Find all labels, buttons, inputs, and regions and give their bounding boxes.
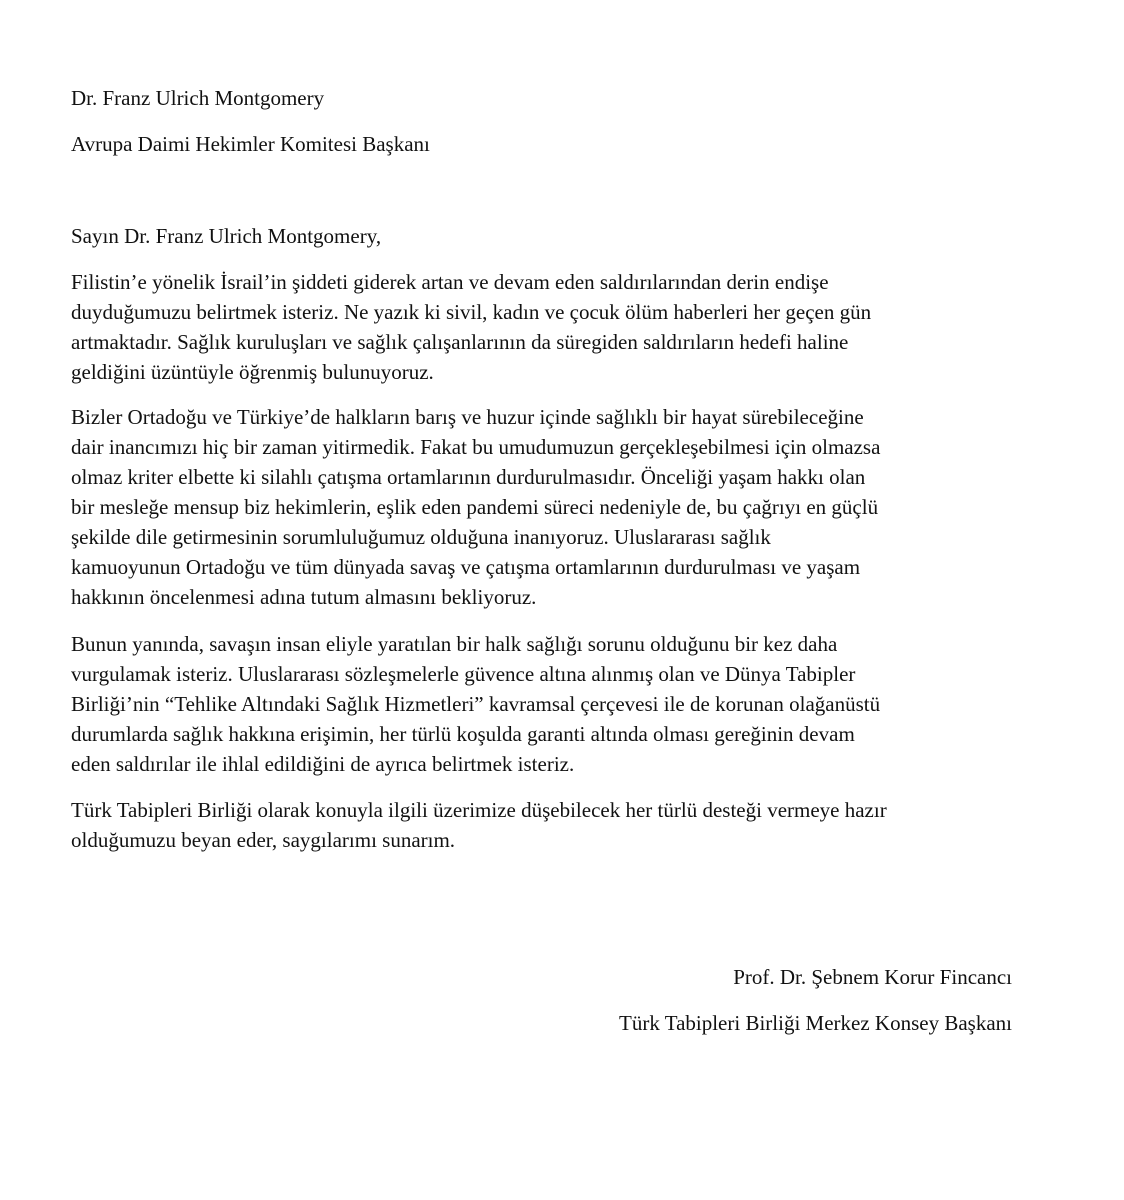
signer-title: Türk Tabipleri Birliği Merkez Konsey Başkanı: [619, 1011, 1012, 1035]
recipient-name: Dr. Franz Ulrich Montgomery: [71, 86, 325, 110]
paragraph-2: Bizler Ortadoğu ve Türkiye’de halkların barış ve huzur içinde sağlıklı bir hayat sürebileceğine dair inancımızı hiç bir zaman yitirmedik. Fakat bu umudumuzun gerçekleşebilmesi için olmazsa olmaz kriter elbette ki silahlı çatışma ortamlarının durdurulmasıdır. Önceliği yaşam hakkı olan bir mesleğe mensup biz hekimlerin, eşlik eden pandemi süreci nedeniyle de, bu çağrıyı en güçlü şekilde dile getirmesinin sorumluluğumuz olduğuna inanıyoruz. Uluslararası sağlık kamuoyunun Ortadoğu ve tüm dünyada savaş ve çatışma ortamlarının durdurulması ve yaşam hakkının öncelenmesi adına tutum almasını bekliyoruz.: [71, 405, 881, 609]
salutation: Sayın Dr. Franz Ulrich Montgomery,: [71, 224, 382, 248]
signer-name: Prof. Dr. Şebnem Korur Fincancı: [733, 965, 1012, 989]
recipient-title: Avrupa Daimi Hekimler Komitesi Başkanı: [71, 132, 430, 156]
paragraph-4: Türk Tabipleri Birliği olarak konuyla ilgili üzerimize düşebilecek her türlü desteği vermeye hazır olduğumuzu beyan eder, saygılarımı sunarım.: [71, 798, 887, 852]
paragraph-3: Bunun yanında, savaşın insan eliyle yaratılan bir halk sağlığı sorunu olduğunu bir kez daha vurgulamak isteriz. Uluslararası sözleşmelerle güvence altına alınmış olan ve Dünya Tabipler Birliği’nin “Tehlike Altındaki Sağlık Hizmetleri” kavramsal çerçevesi ile de korunan olağanüstü durumlarda sağlık hakkına erişimin, her türlü koşulda garanti altında olması gereğinin devam eden saldırılar ile ihlal edildiğini de ayrıca belirtmek isteriz.: [71, 632, 881, 776]
paragraph-1: Filistin’e yönelik İsrail’in şiddeti giderek artan ve devam eden saldırılarından derin endişe duyduğumuzu belirtmek isteriz. Ne yazık ki sivil, kadın ve çocuk ölüm haberleri her geçen gün artmaktadır. Sağlık kuruluşları ve sağlık çalışanlarının da süregiden saldırıların hedefi haline geldiğini üzüntüyle öğrenmiş bulunuyoruz.: [71, 270, 872, 384]
